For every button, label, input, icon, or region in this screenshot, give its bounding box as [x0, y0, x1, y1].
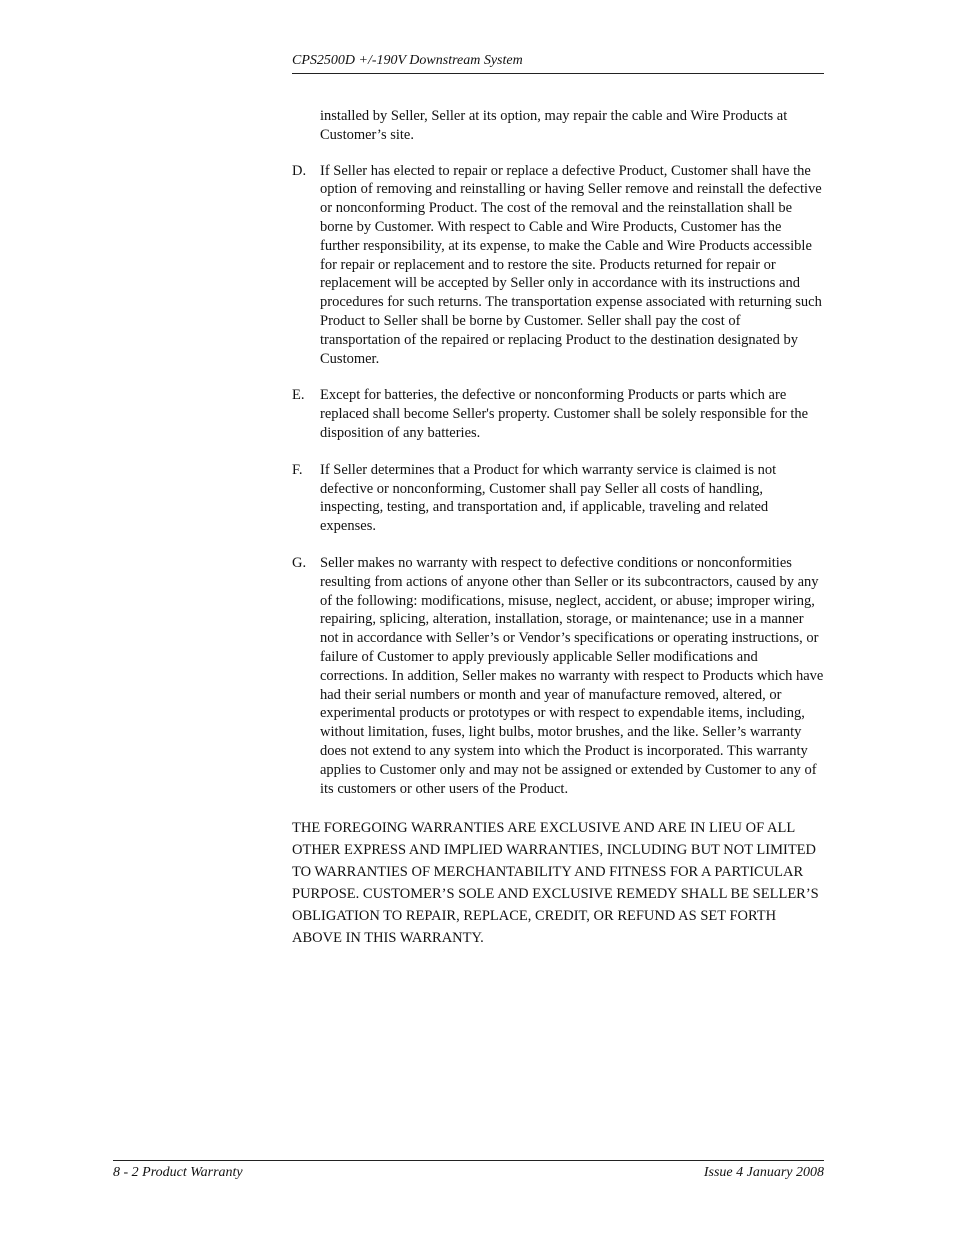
item-letter: E.	[292, 387, 305, 404]
page-content	[292, 107, 824, 949]
warranty-item-e	[292, 386, 824, 442]
item-text: Seller makes no warranty with respect to defective conditions or nonconformities resulting from actions of anyone other than Seller or its subcontractors, caused by any of the following: modifications, misuse, neglect, accident, or abuse; improper wiring, repairing, splicing, alteration, installation, storage, or maintenance; use in a manner not in accordance with Seller’s or Vendor’s specifications or operating instructions, or failure of Customer to apply previously applicable Seller modifications and corrections. In addition, Seller makes no warranty with respect to Products which have had their serial numbers or month and year of manufacture removed, altered, or experimental products or prototypes or with respect to expendable items, including, without limitation, fuses, light bulbs, motor brushes, and the like. Seller’s warranty does not extend to any system into which the Product is incorporated. This warranty applies to Customer only and may not be assigned or extended by Customer to any of its customers or other users of the Product.	[320, 554, 824, 797]
item-letter: G.	[292, 554, 307, 571]
warranty-item-f	[292, 461, 824, 536]
item-letter: F.	[292, 461, 303, 478]
continued-paragraph: installed by Seller, Seller at its option, may repair the cable and Wire Products at Customer’s site.	[320, 108, 788, 143]
warranty-item-g	[292, 554, 824, 798]
warranty-disclaimer: THE FOREGOING WARRANTIES ARE EXCLUSIVE AND ARE IN LIEU OF ALL OTHER EXPRESS AND IMPLIED WARRANTIES, INCLUDING BUT NOT LIMITED TO WARRANTIES OF MERCHANTABILITY AND FITNESS FOR A PARTICULAR PURPOSE. CUSTOMER’S SOLE AND EXCLUSIVE REMEDY SHALL BE SELLER’S OBLIGATION TO REPAIR, REPLACE, CREDIT, OR REFUND AS SET FORTH ABOVE IN THIS WARRANTY.	[292, 820, 819, 947]
item-text: If Seller determines that a Product for which warranty service is claimed is not defective or nonconforming, Customer shall pay Seller all costs of handling, inspecting, testing, and transportation and, if applicable, traveling and related expenses.	[320, 461, 777, 535]
warranty-item-d	[292, 162, 824, 369]
footer-issue-date: Issue 4 January 2008	[703, 1165, 824, 1180]
item-text: Except for batteries, the defective or nonconforming Products or parts which are replaced shall become Seller's property. Customer shall be solely responsible for the disposition of any batteries.	[320, 387, 809, 441]
page-footer	[113, 1160, 824, 1183]
item-letter: D.	[292, 162, 307, 179]
page-header	[292, 51, 824, 74]
footer-section-label: 8 - 2 Product Warranty	[113, 1165, 243, 1180]
document-title: CPS2500D +/-190V Downstream System	[292, 53, 523, 68]
item-text: If Seller has elected to repair or replace a defective Product, Customer shall have the option of removing and reinstalling or having Seller remove and reinstall the defective or nonconforming Product. The cost of the removal and the reinstallation shall be borne by Customer. With respect to Cable and Wire Products, Customer has the further responsibility, at its expense, to make the Cable and Wire Products accessible for repair or replacement and to restore the site. Products returned for repair or replacement will be accepted by Seller only in accordance with its instructions and procedures for such returns. The transportation expense associated with returning such Product to Seller shall be borne by Customer. Seller shall pay the cost of transportation of the repaired or replacing Product to the destination designated by Customer.	[320, 162, 822, 367]
